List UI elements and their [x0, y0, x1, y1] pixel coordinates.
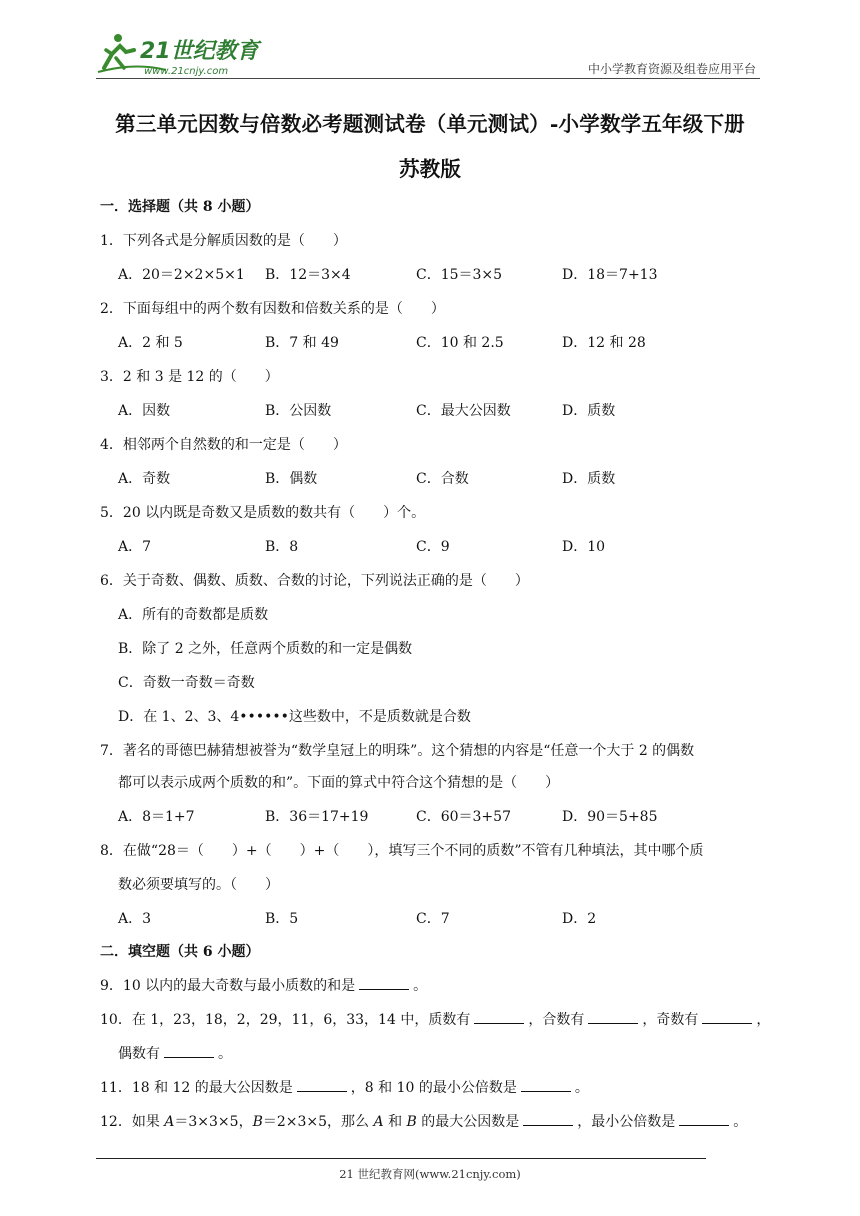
page-title-line2: 苏教版	[398, 157, 462, 181]
q12-text-3: ＝2×3×5，那么	[262, 1114, 374, 1130]
page-header	[96, 28, 760, 80]
q2-option-c: C．10 和 2.5	[416, 335, 504, 351]
q1-option-a: A．20＝2×2×5×1	[118, 267, 245, 283]
q11-text-c: 。	[574, 1080, 589, 1096]
var-b: B	[252, 1114, 263, 1130]
q7-option-a: A．8＝1+7	[118, 809, 195, 825]
question-1-stem: 1．下列各式是分解质因数的是（ ）	[100, 233, 347, 249]
q12-text-7: 。	[733, 1114, 748, 1130]
q5-option-d: D．10	[562, 539, 606, 555]
q2-option-b: B．7 和 49	[265, 335, 339, 351]
q6-option-b: B．除了 2 之外，任意两个质数的和一定是偶数	[118, 641, 413, 657]
q10-text-b: ，合数有	[528, 1012, 585, 1028]
answer-blank[interactable]	[359, 977, 409, 990]
q4-option-b: B．偶数	[265, 471, 318, 487]
q4-option-c: C．合数	[416, 471, 469, 487]
q6-option-a: A．所有的奇数都是质数	[118, 607, 269, 623]
question-10-line1	[100, 1009, 770, 1029]
q5-option-b: B．8	[265, 539, 299, 555]
question-2-stem: 2．下面每组中的两个数有因数和倍数关系的是（ ）	[100, 301, 445, 317]
question-8-stem-line2: 数必须要填写的。（ ）	[118, 877, 279, 893]
q4-option-a: A．奇数	[118, 471, 171, 487]
question-11	[100, 1077, 589, 1097]
var-b: B	[406, 1114, 417, 1130]
var-a: A	[373, 1114, 384, 1130]
q1-option-c: C．15＝3×5	[416, 267, 503, 283]
question-12	[100, 1111, 747, 1131]
question-4-stem: 4．相邻两个自然数的和一定是（ ）	[100, 437, 347, 453]
question-6-stem: 6．关于奇数、偶数、质数、合数的讨论，下列说法正确的是（ ）	[100, 573, 529, 589]
platform-name: 中小学教育资源及组卷应用平台	[587, 62, 756, 76]
question-5-stem: 5．20 以内既是奇数又是质数的数共有（ ）个。	[100, 505, 426, 521]
q7-option-d: D．90＝5+85	[562, 809, 658, 825]
page-title-line1: 第三单元因数与倍数必考题测试卷（单元测试）-小学数学五年级下册	[115, 112, 745, 136]
section-heading-fill: 二．填空题（共 6 小题）	[100, 944, 260, 960]
q11-text: 11．18 和 12 的最大公因数是	[100, 1080, 293, 1096]
answer-blank[interactable]	[521, 1079, 571, 1092]
q7-option-b: B．36＝17+19	[265, 809, 369, 825]
q3-option-d: D．质数	[562, 403, 616, 419]
question-7-stem-line2: 都可以表示成两个质数的和”。下面的算式中符合这个猜想的是（ ）	[118, 775, 560, 791]
q7-option-c: C．60＝3+57	[416, 809, 511, 825]
q1-option-d: D．18＝7+13	[562, 267, 658, 283]
q1-option-b: B．12＝3×4	[265, 267, 351, 283]
q8-option-a: A．3	[118, 911, 152, 927]
logo-21cnjy	[96, 28, 266, 78]
answer-blank[interactable]	[702, 1011, 752, 1024]
question-9	[100, 975, 427, 995]
q11-text-b: ，8 和 10 的最小公倍数是	[350, 1080, 517, 1096]
answer-blank[interactable]	[474, 1011, 524, 1024]
q5-option-a: A．7	[118, 539, 152, 555]
q8-option-d: D．2	[562, 911, 597, 927]
q3-option-a: A．因数	[118, 403, 171, 419]
answer-blank[interactable]	[523, 1113, 573, 1126]
q10-text-c: ，奇数有	[642, 1012, 699, 1028]
q12-text-2: ＝3×3×5，	[174, 1114, 253, 1130]
q8-option-c: C．7	[416, 911, 450, 927]
section-heading-choice: 一．选择题（共 8 小题）	[100, 199, 260, 215]
answer-blank[interactable]	[297, 1079, 347, 1092]
answer-blank[interactable]	[679, 1113, 729, 1126]
page-footer: 21 世纪教育网(www.21cnjy.com)	[339, 1167, 521, 1181]
q10-text-f: 。	[218, 1046, 232, 1062]
header-divider	[96, 78, 760, 79]
footer-divider	[96, 1158, 706, 1159]
q3-option-b: B．公因数	[265, 403, 332, 419]
q12-text: 12．如果	[100, 1114, 165, 1130]
q6-option-d: D．在 1、2、3、4••••••这些数中，不是质数就是合数	[118, 709, 471, 725]
q6-option-c: C．奇数一奇数＝奇数	[118, 675, 255, 691]
q4-option-d: D．质数	[562, 471, 616, 487]
var-a: A	[164, 1114, 175, 1130]
q10-text: 10．在 1，23，18，2，29，11，6，33，14 中，质数有	[100, 1012, 471, 1028]
q10-text-e: 偶数有	[118, 1046, 160, 1062]
q10-text-d: ，	[756, 1012, 771, 1028]
q5-option-c: C．9	[416, 539, 450, 555]
q9-end: 。	[413, 978, 428, 994]
question-3-stem: 3．2 和 3 是 12 的（ ）	[100, 369, 279, 385]
q8-option-b: B．5	[265, 911, 299, 927]
logo-text: 21世纪教育	[140, 39, 259, 64]
q2-option-d: D．12 和 28	[562, 335, 646, 351]
q3-option-c: C．最大公因数	[416, 403, 511, 419]
question-7-stem-line1: 7．著名的哥德巴赫猜想被誉为“数学皇冠上的明珠”。这个猜想的内容是“任意一个大于 2 的偶数	[100, 743, 695, 759]
question-8-stem-line1: 8．在做“28＝（ ）+（ ）+（ ），填写三个不同的质数”不管有几种填法，其中哪个质	[100, 843, 704, 859]
logo-url: www.21cnjy.com	[144, 66, 229, 77]
q12-text-6: ，最小公倍数是	[577, 1114, 676, 1130]
question-10-line2	[118, 1043, 232, 1063]
answer-blank[interactable]	[588, 1011, 638, 1024]
q12-text-4: 和	[383, 1114, 407, 1130]
answer-blank[interactable]	[164, 1045, 214, 1058]
q9-text: 9．10 以内的最大奇数与最小质数的和是	[100, 978, 356, 994]
q12-text-5: 的最大公因数是	[416, 1114, 520, 1130]
q2-option-a: A．2 和 5	[118, 335, 183, 351]
